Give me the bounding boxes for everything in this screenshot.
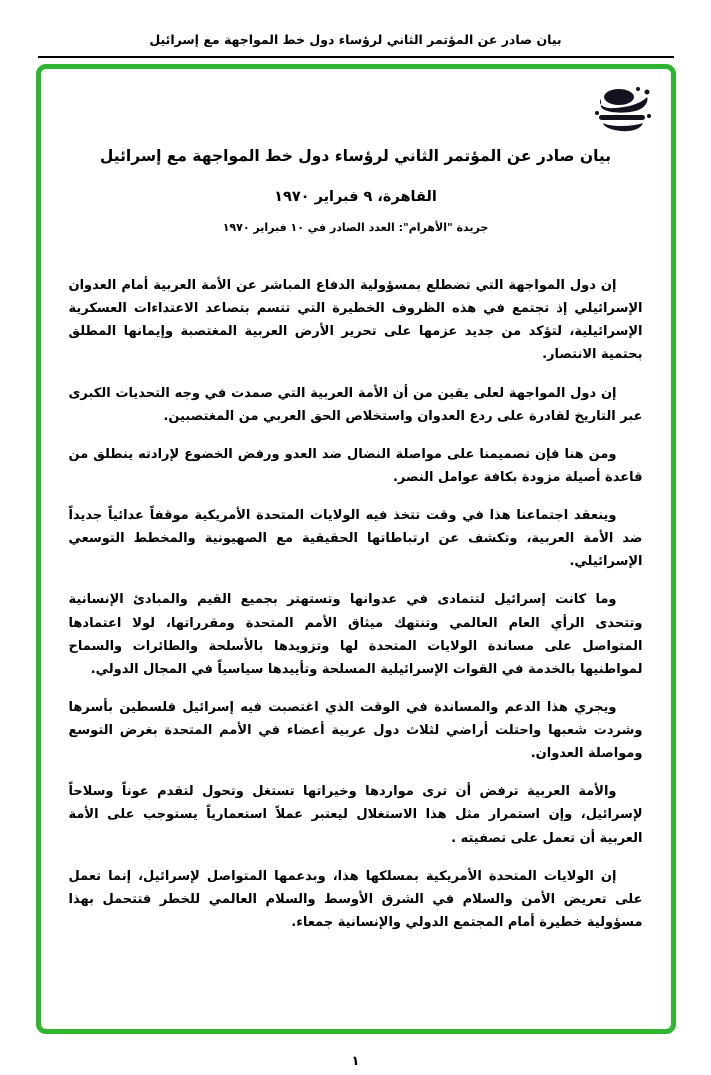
paragraph: ويجري هذا الدعم والمساندة في الوقت الذي اغتصبت فيه إسرائيل فلسطين بأسرها وشردت شعبها واحتلت أراضي لثلاث دول عربية أعضاء في الأمم المتحدة بغرض التوسع ومواصلة العدوان. bbox=[68, 699, 643, 762]
calligraphy-seal-icon bbox=[591, 85, 655, 135]
paragraph: إن دول المواجهة التي تضطلع بمسؤولية الدفاع المباشر عن الأمة العربية أمام العدوان الإسرائيلي إذ تجتمع في هذه الظروف الخطيرة التي تتسم بتصاعد الاعتداءات العسكرية الإسرائيلية، لتؤكد من جديد عزمها على تحرير الأرض العربية المغتصبة وإيمانها المطلق بحتمية الانتصار. bbox=[68, 278, 643, 363]
document-title: بيان صادر عن المؤتمر الثاني لرؤساء دول خط المواجهة مع إسرائيل bbox=[99, 147, 612, 165]
paragraph: إن دول المواجهة لعلى يقين من أن الأمة العربية التي صمدت في وجه التحديات الكبرى عبر التاريخ لقادرة على ردع العدوان واستخلاص الحق العربي من المغتصبين. bbox=[68, 385, 643, 424]
paragraph: والأمة العربية ترفض أن ترى مواردها وخيراتها تستغل وتحول لتقدم عوناً وسلاحاً لإسرائيل، وإن استمرار مثل هذا الاستغلال ليعتبر عملاً استعمارياً يستوجب على الأمة العربية أن تعمل على تصفيته . bbox=[68, 784, 643, 846]
paragraph: إن الولايات المتحدة الأمريكية بمسلكها هذا، وبدعمها المتواصل لإسرائيل، إنما تعمل على تعريض الأمن والسلام في الشرق الأوسط والسلام العالمي للخطر فتتحمل بهذا مسؤولية خطيرة أمام المجتمع الدولي والإنسانية جمعاء. bbox=[68, 868, 643, 930]
paragraph: ومن هنا فإن تصميمنا على مواصلة النضال ضد العدو ورفض الخضوع لإرادته ينطلق من قاعدة أصيلة مزودة بكافة عوامل النصر. bbox=[68, 446, 643, 485]
paragraph: وما كانت إسرائيل لتتمادى في عدوانها وتستهتر بجميع القيم والمبادئ الإنسانية وتتحدى الرأي العام العالمي وتنتهك ميثاق الأمم المتحدة ومقرراتها، لولا اعتمادها المتواصل على مساندة الولايات المتحدة لها وتزويدها بالأسلحة والطائرات والسماح لمواطنيها بالخدمة في القوات الإسرائيلية المسلحة وتأييدها سياسياً في المجال الدولي. bbox=[68, 592, 643, 677]
page-number: ١ bbox=[351, 1054, 360, 1069]
document-body bbox=[69, 274, 643, 934]
source-line: جريدة "الأهرام": العدد الصادر في ١٠ فبراير ١٩٧٠ bbox=[222, 221, 489, 234]
document-border bbox=[36, 64, 676, 1034]
document-subtitle: القاهرة، ٩ فبراير ١٩٧٠ bbox=[274, 189, 437, 205]
header-divider bbox=[38, 56, 674, 58]
paragraph: وينعقد اجتماعنا هذا في وقت تتخذ فيه الولايات المتحدة الأمريكية موقفاً عدائياً جديداً ضد الأمة العربية، وتكشف عن ارتباطاتها الحقيقية مع الصهيونية والمخطط التوسعي الإسرائيلي. bbox=[68, 508, 643, 570]
header-caption: بيان صادر عن المؤتمر الثاني لرؤساء دول خط المواجهة مع إسرائيل bbox=[149, 32, 562, 47]
